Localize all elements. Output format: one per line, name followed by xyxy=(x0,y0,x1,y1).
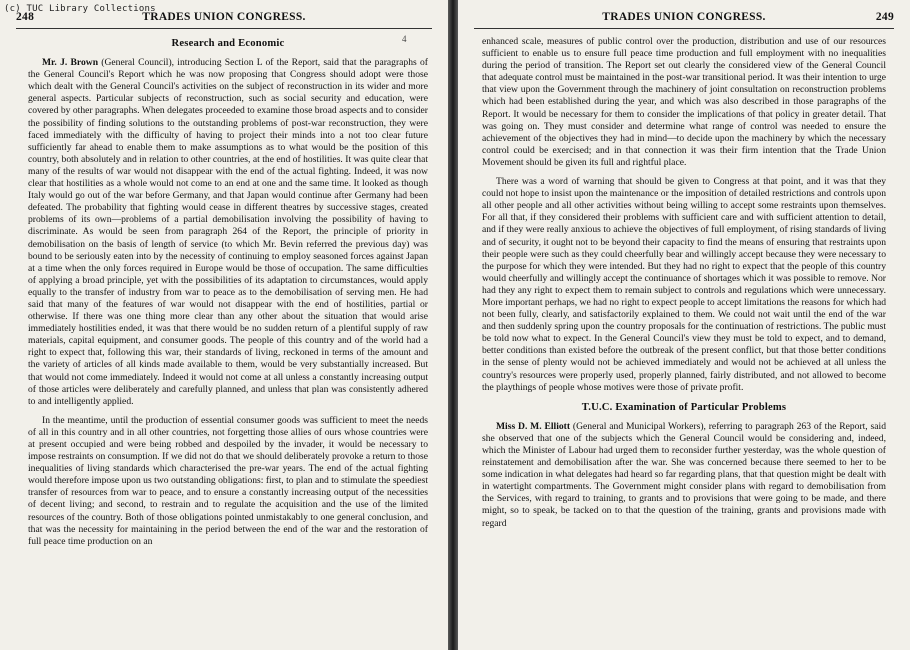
section-heading-tuc-examination: T.U.C. Examination of Particular Problems xyxy=(581,401,787,413)
left-page-number: 248 xyxy=(16,11,35,23)
left-running-head xyxy=(16,11,432,25)
collection-watermark: (c) TUC Library Collections xyxy=(4,4,156,14)
right-body-text xyxy=(482,36,886,644)
left-page xyxy=(0,0,448,650)
left-paragraph-1-text: (General Council), introducing Section L of the Report, said that the paragraphs of the General Council's Report which he was now proposing that Congress should adopt were those which dealt with the General Council's activities on the subject of reconstruction in its wider and more general aspects. Particular subjects of reconstruction, such as social security and education, were covered by other paragraphs. When delegates proceeded to examine those broad aspects and to consider the possibility of finding solutions to the outstanding problems of post-war reconstruction, they were faced immediately with the difficulty of having to project their minds into a not too clear future sufficiently far ahead to enable them to make assumptions as to what would be the position of this country, both absolutely and in relation to other countries, at the end of hostilities. It was quite clear that many of the results of war would not disappear with the end of the actual fighting. Indeed, it was now clear that hostilities as a whole would not come to an end at one and the same time. It looked as though Italy would go out of the war before Germany, and that Japan would continue after Germany had been defeated. The probability that fighting would cease in different theatres by successive stages, created problems of its own—problems of a partial demobilisation involving the possibility of having to discriminate. As would be seen from paragraph 264 of the Report, the principle of priority in demobilisation on the basis of length of service (to which Mr. Bevin referred the previous day) was bound to be seriously eaten into by the necessity of continuing to employ seasoned forces against Japan at a time when the only forces required in Europe would be those of occupation. The same difficulties of applying a broad principle, yet with the possibilities of its adaptation to circumstances, would apply equally to the transfer of industry from war to peace as to the demobilisation of serving men. He had said that many of the features of war would not disappear with the end of hostilities, partial or otherwise. If there was one thing more clear than any other about the situation that would arise immediately hostilities ended, it was that there would be no sudden return of a plentiful supply of raw materials, capital equipment, and consumer goods. The people of this country and of the world had a right to expect that, following this war, their standards of living, reckoned in terms of the amount and the variety of articles of all kinds made available to them, would be very substantially increased. But that would not come immediately. Indeed it would not come at all unless a constantly increasing output of those articles were deliberately and carefully planned, and unless that plan was consistently adhered to and intelligently applied. xyxy=(28,57,428,407)
left-header-rule xyxy=(16,28,432,29)
right-header-rule xyxy=(474,28,894,29)
left-running-title: TRADES UNION CONGRESS. xyxy=(142,11,306,23)
right-paragraph-2: There was a word of warning that should be given to Congress at that point, and it was that they could not hope to insist upon the maintenance or the imposition of detailed restrictions and controls upon all other people and all other activities without being willing to accept some restraints upon themselves. For all that, if they considered their problems with sufficient care and with sufficient attention to detail, and if they were really anxious to achieve the objectives of full employment, of rising standards of living and of security, it ought not to be beyond their capacity to find the means of ensuring that restraints upon their people were such as they could cheerfully bear and willingly accept because they were necessary to the purpose for which they were intended. But they had no right to expect that the people of this country would cheerfully and willingly accept the continuance of shortages which it was possible to remove. Nor had they any right to expect them to remain subject to controls and regulations which were unnecessary. More important perhaps, we had no right to expect people to accept limitations the reasons for which had not been fully, clearly, and satisfactorily explained to them. We could not wait until the end of the war and then suddenly spring upon the country proposals for the continuation of restrictions. The public must be told now what to expect. In the General Council's view they must be told to expect, and to demand, better conditions than existed before the outbreak of the present conflict, but that those better conditions in the sense of plenty would not be achieved immediately and would not be achieved at all unless the country's resources were properly used, properly planned, fairly distributed, and not allowed to become the playthings of people whose motives were those of private profit. xyxy=(482,176,886,393)
right-running-head xyxy=(474,11,894,25)
right-page xyxy=(458,0,910,650)
right-paragraph-3-text: (General and Municipal Workers), referring to paragraph 263 of the Report, said she observed that one of the subjects which the General Council would be considering and, indeed, which the Minister of Labour had urged them to reconsider further yesterday, was the whole question of reinstatement and demobilisation after the war. She was concerned because there seemed to her to be some indication in what delegates had heard so far regarding plans, that that question might be dealt with in watertight compartments. The Government might consider plans with regard to demobilisation from the Services, with regard to training, to grants and to provisions that were going to be made, and there might, so to speak, be tacked on to that the question of the training, grants and provisions made with regard xyxy=(482,420,886,529)
left-paragraph-2: In the meantime, until the production of essential consumer goods was sufficient to meet the needs of all in this country and in all other countries, not forgetting those allies of ours whose countries were at present occupied and were being robbed and despoiled by the invader, it would be necessary to impose restraints on consumption. If we did not do that we should deliberately provoke a return to those inequalities of living standards which characterised the pre-war years. The end of the actual fighting would therefore impose upon us two outstanding obligations: first, to plan and to stimulate the speediest transfer of resources from war to peace, and to ensure a constantly increasing output of the necessities of decent living; and second, to restrain and to regulate the acquisition and the use of the limited resources of the country. Both of those obligations pointed unmistakably to one general conclusion, and that was the necessity for maintaining in the period between the end of the war and the restoration of full peace time production on an xyxy=(28,414,428,547)
right-page-number: 249 xyxy=(875,11,894,23)
margin-mark: 4 xyxy=(402,34,407,44)
right-paragraph-1: enhanced scale, measures of public control over the production, distribution and use of our resources sufficient to enable us to ensure full peace time production and full employment with no inequalities during the period of transition. The Report set out clearly the considered view of the General Council that adequate control must be maintained in the post-war transitional period. It was their intention to urge that view upon the Government through the machinery of joint consultation on reconstruction problems which had been established during the year, and which was also described in those paragraphs of the Report. It would be necessary for them to consider the implications of that policy in greater detail. That was going on. They must consider and determine what range of control was needed to ensure the achievement of the objectives they had in mind—to decide upon the machinery by which the necessary control could be exercised; and in that connection it was their firm intention that the Trade Union Movement should be given its full and rightful place. xyxy=(482,36,886,168)
speaker-elliott: Miss D. M. Elliott xyxy=(496,420,571,432)
left-paragraph-1 xyxy=(28,57,428,408)
left-body-text xyxy=(28,34,428,644)
right-running-title: TRADES UNION CONGRESS. xyxy=(602,11,766,23)
speaker-brown: Mr. J. Brown xyxy=(42,57,99,69)
right-paragraph-3 xyxy=(482,421,886,530)
section-heading-research: Research and Economic xyxy=(171,38,285,49)
book-gutter xyxy=(448,0,458,650)
